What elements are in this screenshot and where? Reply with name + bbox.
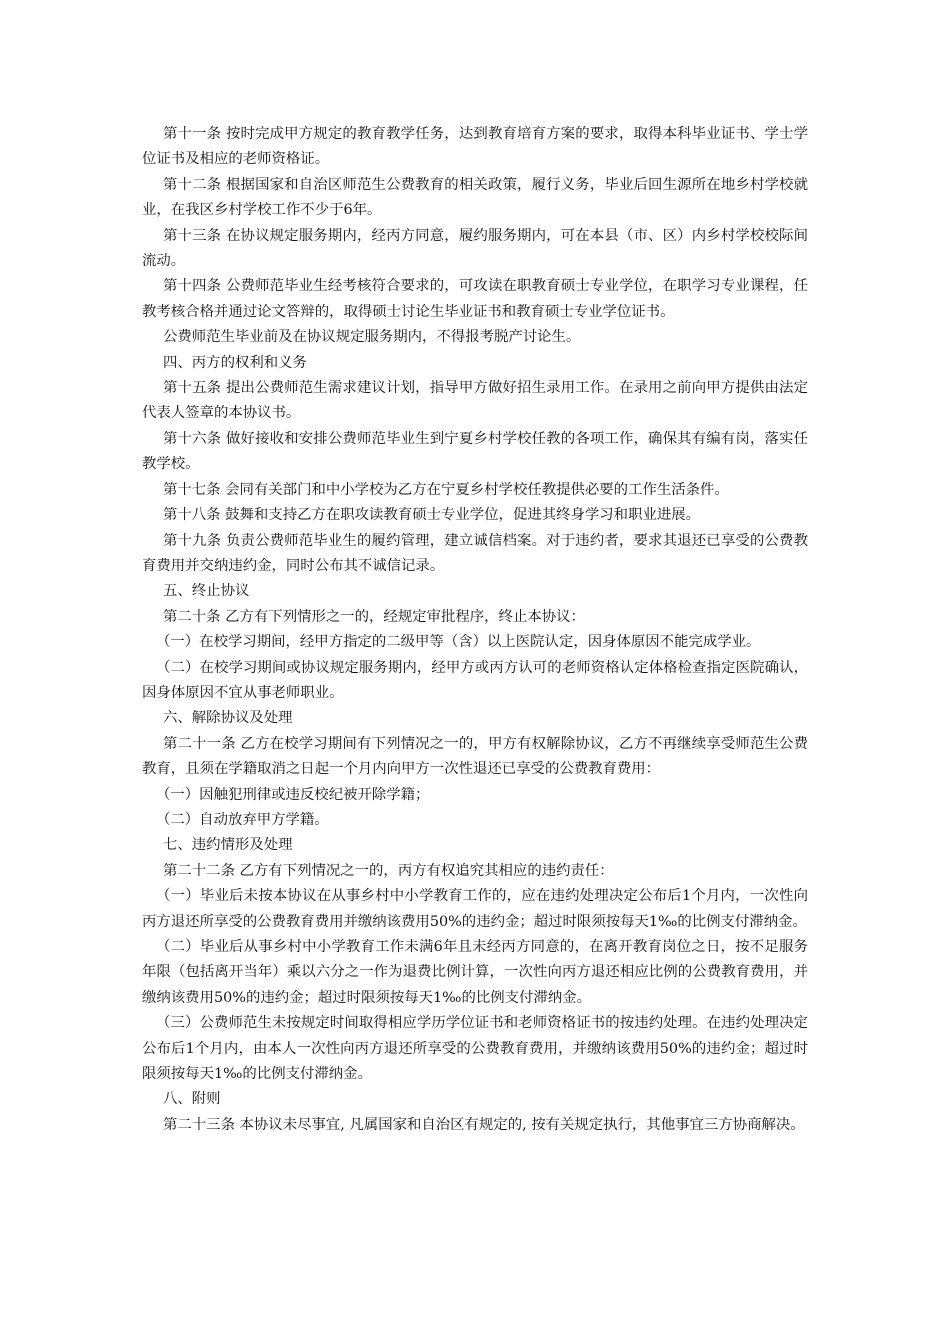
article-14: 第十四条 公费师范毕业生经考核符合要求的，可攻读在职教育硕士专业学位，在职学习专业课程，任教考核合格并通过论文答辩的，取得硕士讨论生毕业证书和教育硕士专业学位证书。 bbox=[142, 278, 808, 320]
article-19: 第十九条 负责公费师范毕业生的履约管理，建立诚信档案。对于违约者，要求其退还已享受的公费教育费用并交纳违约金，同时公布其不诚信记录。 bbox=[142, 532, 808, 574]
document-page bbox=[142, 122, 808, 1138]
section-heading-4: 四、丙方的权利和义务 bbox=[163, 354, 307, 371]
article-17: 第十七条 会同有关部门和中小学校为乙方在宁夏乡村学校任教提供必要的工作生活条件。 bbox=[163, 481, 729, 498]
section-heading-8: 八、附则 bbox=[163, 1091, 221, 1108]
article-21-item-2: （二）自动放弃甲方学籍。 bbox=[156, 811, 329, 828]
article-14-note: 公费师范生毕业前及在协议规定服务期内，不得报考脱产讨论生。 bbox=[163, 329, 581, 346]
article-22: 第二十二条 乙方有下列情况之一的，丙方有权追究其相应的违约责任： bbox=[163, 862, 614, 879]
article-18: 第十八条 鼓舞和支持乙方在职攻读教育硕士专业学位，促进其终身学习和职业进展。 bbox=[163, 507, 701, 524]
section-heading-7: 七、违约情形及处理 bbox=[163, 837, 293, 854]
article-20-item-1: （一）在校学习期间，经甲方指定的二级甲等（含）以上医院认定，因身体原因不能完成学业。 bbox=[156, 634, 761, 651]
article-20-item-2: （二）在校学习期间或协议规定服务期内，经甲方或丙方认可的老师资格认定体格检查指定医院确认，因身体原因不宜从事老师职业。 bbox=[142, 659, 808, 701]
section-heading-5: 五、终止协议 bbox=[163, 583, 250, 600]
article-21: 第二十一条 乙方在校学习期间有下列情况之一的，甲方有权解除协议，乙方不再继续享受师范生公费教育，且须在学籍取消之日起一个月内向甲方一次性退还已享受的公费教育费用： bbox=[142, 735, 808, 778]
article-13: 第十三条 在协议规定服务期内，经丙方同意，履约服务期内，可在本县（市、区）内乡村学校校际间流动。 bbox=[142, 227, 808, 270]
article-22-item-2: （二）毕业后从事乡村中小学教育工作未满6年且未经丙方同意的，在离开教育岗位之日，按不足服务年限（包括离开当年）乘以六分之一作为退费比例计算，一次性向丙方退还相应比例的公费教育费用，并缴纳该费用50%的违约金；超过时限须按每天1‰的比例支付滞纳金。 bbox=[142, 939, 808, 1006]
article-22-item-3: （三）公费师范生未按规定时间取得相应学历学位证书和老师资格证书的按违约处理。在违约处理决定公布后1个月内，由本人一次性向丙方退还所享受的公费教育费用，并缴纳该费用50%的违约金；超过时限须按每天1‰的比例支付滞纳金。 bbox=[142, 1015, 808, 1083]
section-heading-6: 六、解除协议及处理 bbox=[163, 710, 293, 727]
article-12: 第十二条 根据国家和自治区师范生公费教育的相关政策，履行义务，毕业后回生源所在地乡村学校就业，在我区乡村学校工作不少于6年。 bbox=[142, 176, 808, 219]
article-22-item-1: （一）毕业后未按本协议在从事乡村中小学教育工作的，应在违约处理决定公布后1个月内，一次性向丙方退还所享受的公费教育费用并缴纳该费用50%的违约金；超过时限须按每天1‰的比例支付滞纳金。 bbox=[142, 888, 808, 930]
article-21-item-1: （一）因触犯刑律或违反校纪被开除学籍； bbox=[156, 786, 430, 803]
article-11: 第十一条 按时完成甲方规定的教育教学任务，达到教育培育方案的要求，取得本科毕业证书、学士学位证书及相应的老师资格证。 bbox=[142, 126, 808, 168]
article-16: 第十六条 做好接收和安排公费师范毕业生到宁夏乡村学校任教的各项工作，确保其有编有岗，落实任教学校。 bbox=[142, 430, 808, 473]
article-23: 第二十三条 本协议未尽事宜, 凡属国家和自治区有规定的, 按有关规定执行，其他事宜三方协商解决。 bbox=[163, 1116, 805, 1133]
article-15: 第十五条 提出公费师范生需求建议计划，指导甲方做好招生录用工作。在录用之前向甲方提供由法定代表人签章的本协议书。 bbox=[142, 380, 808, 422]
article-20: 第二十条 乙方有下列情形之一的，经规定审批程序，终止本协议： bbox=[163, 608, 585, 625]
